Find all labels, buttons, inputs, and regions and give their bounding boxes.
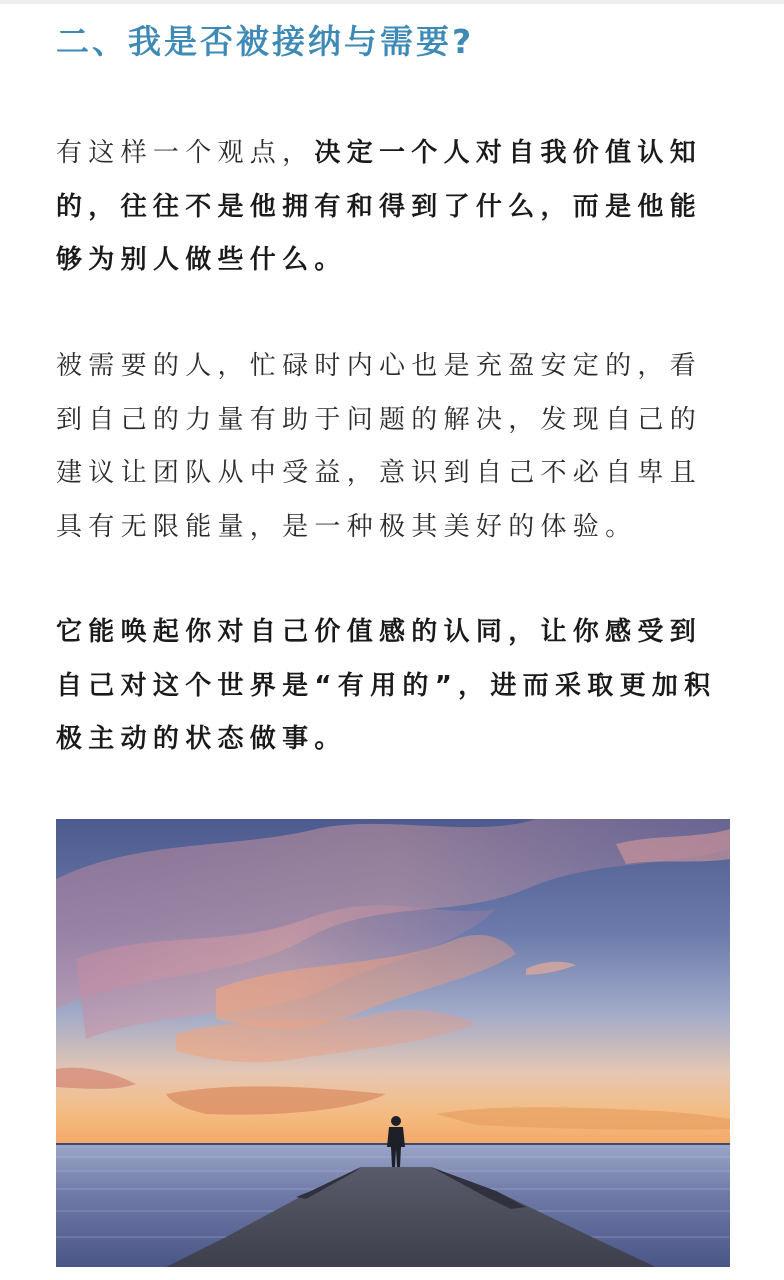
section-heading: 二、我是否被接纳与需要?: [56, 22, 475, 61]
paragraph-being-needed: 被需要的人，忙碌时内心也是充盈安定的，看到自己的力量有助于问题的解决，发现自己的建议让团队从中受益，意识到自己不必自卑且具有无限能量，是一种极其美好的体验。: [56, 351, 703, 542]
top-divider: [0, 0, 784, 4]
sunset-pier-illustration: [56, 819, 730, 1267]
paragraph-viewpoint-emphasis: 决定一个人对自我价值认知的，往往不是他拥有和得到了什么，而是他能够为别人做些什么。: [56, 138, 703, 275]
paragraph-self-worth: 它能唤起你对自己价值感的认同，让你感受到自己对这个世界是“有用的”，进而采取更加积极主动的状态做事。: [56, 617, 717, 754]
sunset-pier-photo: [56, 819, 730, 1267]
paragraph-viewpoint-intro: 有这样一个观点，: [56, 138, 315, 168]
paragraph-viewpoint: [56, 127, 730, 288]
